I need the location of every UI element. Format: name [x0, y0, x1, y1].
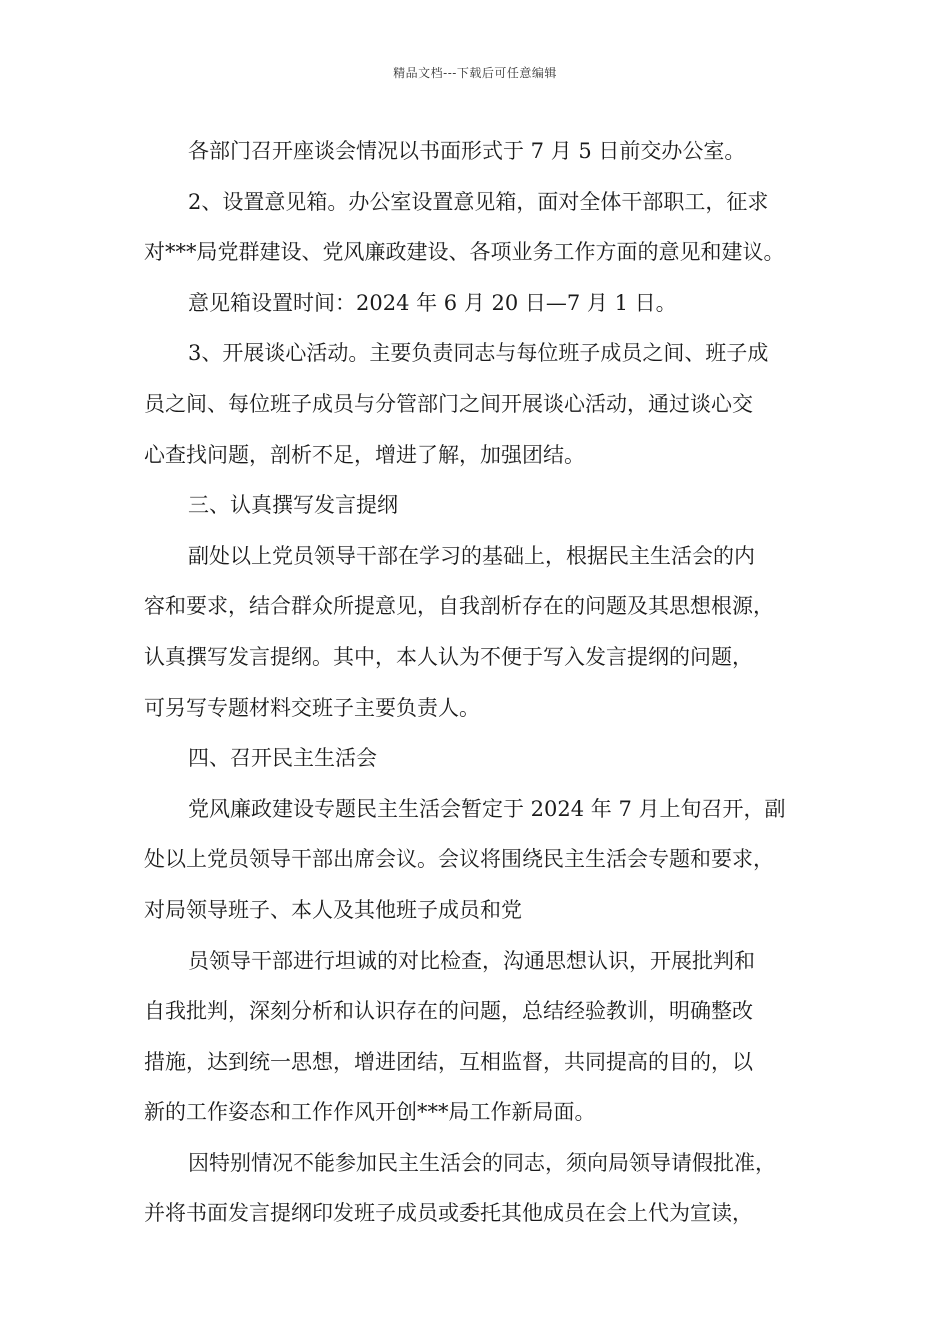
- body-line: 认真撰写发言提纲。其中，本人认为不便于写入发言提纲的问题，: [144, 644, 753, 669]
- body-line: 措施，达到统一思想，增进团结，互相监督，共同提高的目的，以: [144, 1049, 753, 1074]
- document-body: [144, 132, 824, 1245]
- body-line: 并将书面发言提纲印发班子成员或委托其他成员在会上代为宣读，: [144, 1201, 753, 1226]
- body-line: 处以上党员领导干部出席会议。会议将围绕民主生活会专题和要求，: [144, 847, 774, 872]
- body-line: 副处以上党员领导干部在学习的基础上，根据民主生活会的内: [188, 543, 755, 568]
- section-heading: 三、认真撰写发言提纲: [188, 493, 398, 518]
- body-line: 容和要求，结合群众所提意见，自我剖析存在的问题及其思想根源，: [144, 594, 774, 619]
- body-line: 各部门召开座谈会情况以书面形式于 7 月 5 日前交办公室。: [188, 139, 746, 163]
- section-heading: 四、召开民主生活会: [188, 746, 377, 771]
- body-line: 可另写专题材料交班子主要负责人。: [144, 695, 480, 720]
- body-line: 2、设置意见箱。办公室设置意见箱，面对全体干部职工，征求: [188, 189, 769, 214]
- body-line: 员之间、每位班子成员与分管部门之间开展谈心活动，通过谈心交: [144, 391, 753, 416]
- body-line: 因特别情况不能参加民主生活会的同志，须向局领导请假批准，: [188, 1150, 776, 1175]
- body-line: 党风廉政建设专题民主生活会暂定于 2024 年 7 月上旬召开，副: [188, 796, 786, 821]
- body-line: 新的工作姿态和工作作风开创***局工作新局面。: [144, 1100, 596, 1125]
- body-line: 意见箱设置时间：2024 年 6 月 20 日—7 月 1 日。: [188, 290, 677, 315]
- body-line: 对***局党群建设、党风廉政建设、各项业务工作方面的意见和建议。: [144, 240, 785, 265]
- body-line: 自我批判，深刻分析和认识存在的问题，总结经验教训，明确整改: [144, 999, 753, 1024]
- body-line: 对局领导班子、本人及其他班子成员和党: [144, 897, 522, 922]
- body-line: 心查找问题，剖析不足，增进了解，加强团结。: [144, 442, 585, 467]
- page-header: 精品文档---下载后可任意编辑: [393, 66, 557, 80]
- body-line: 3、开展谈心活动。主要负责同志与每位班子成员之间、班子成: [188, 341, 769, 366]
- body-line: 员领导干部进行坦诚的对比检查，沟通思想认识，开展批判和: [188, 948, 755, 973]
